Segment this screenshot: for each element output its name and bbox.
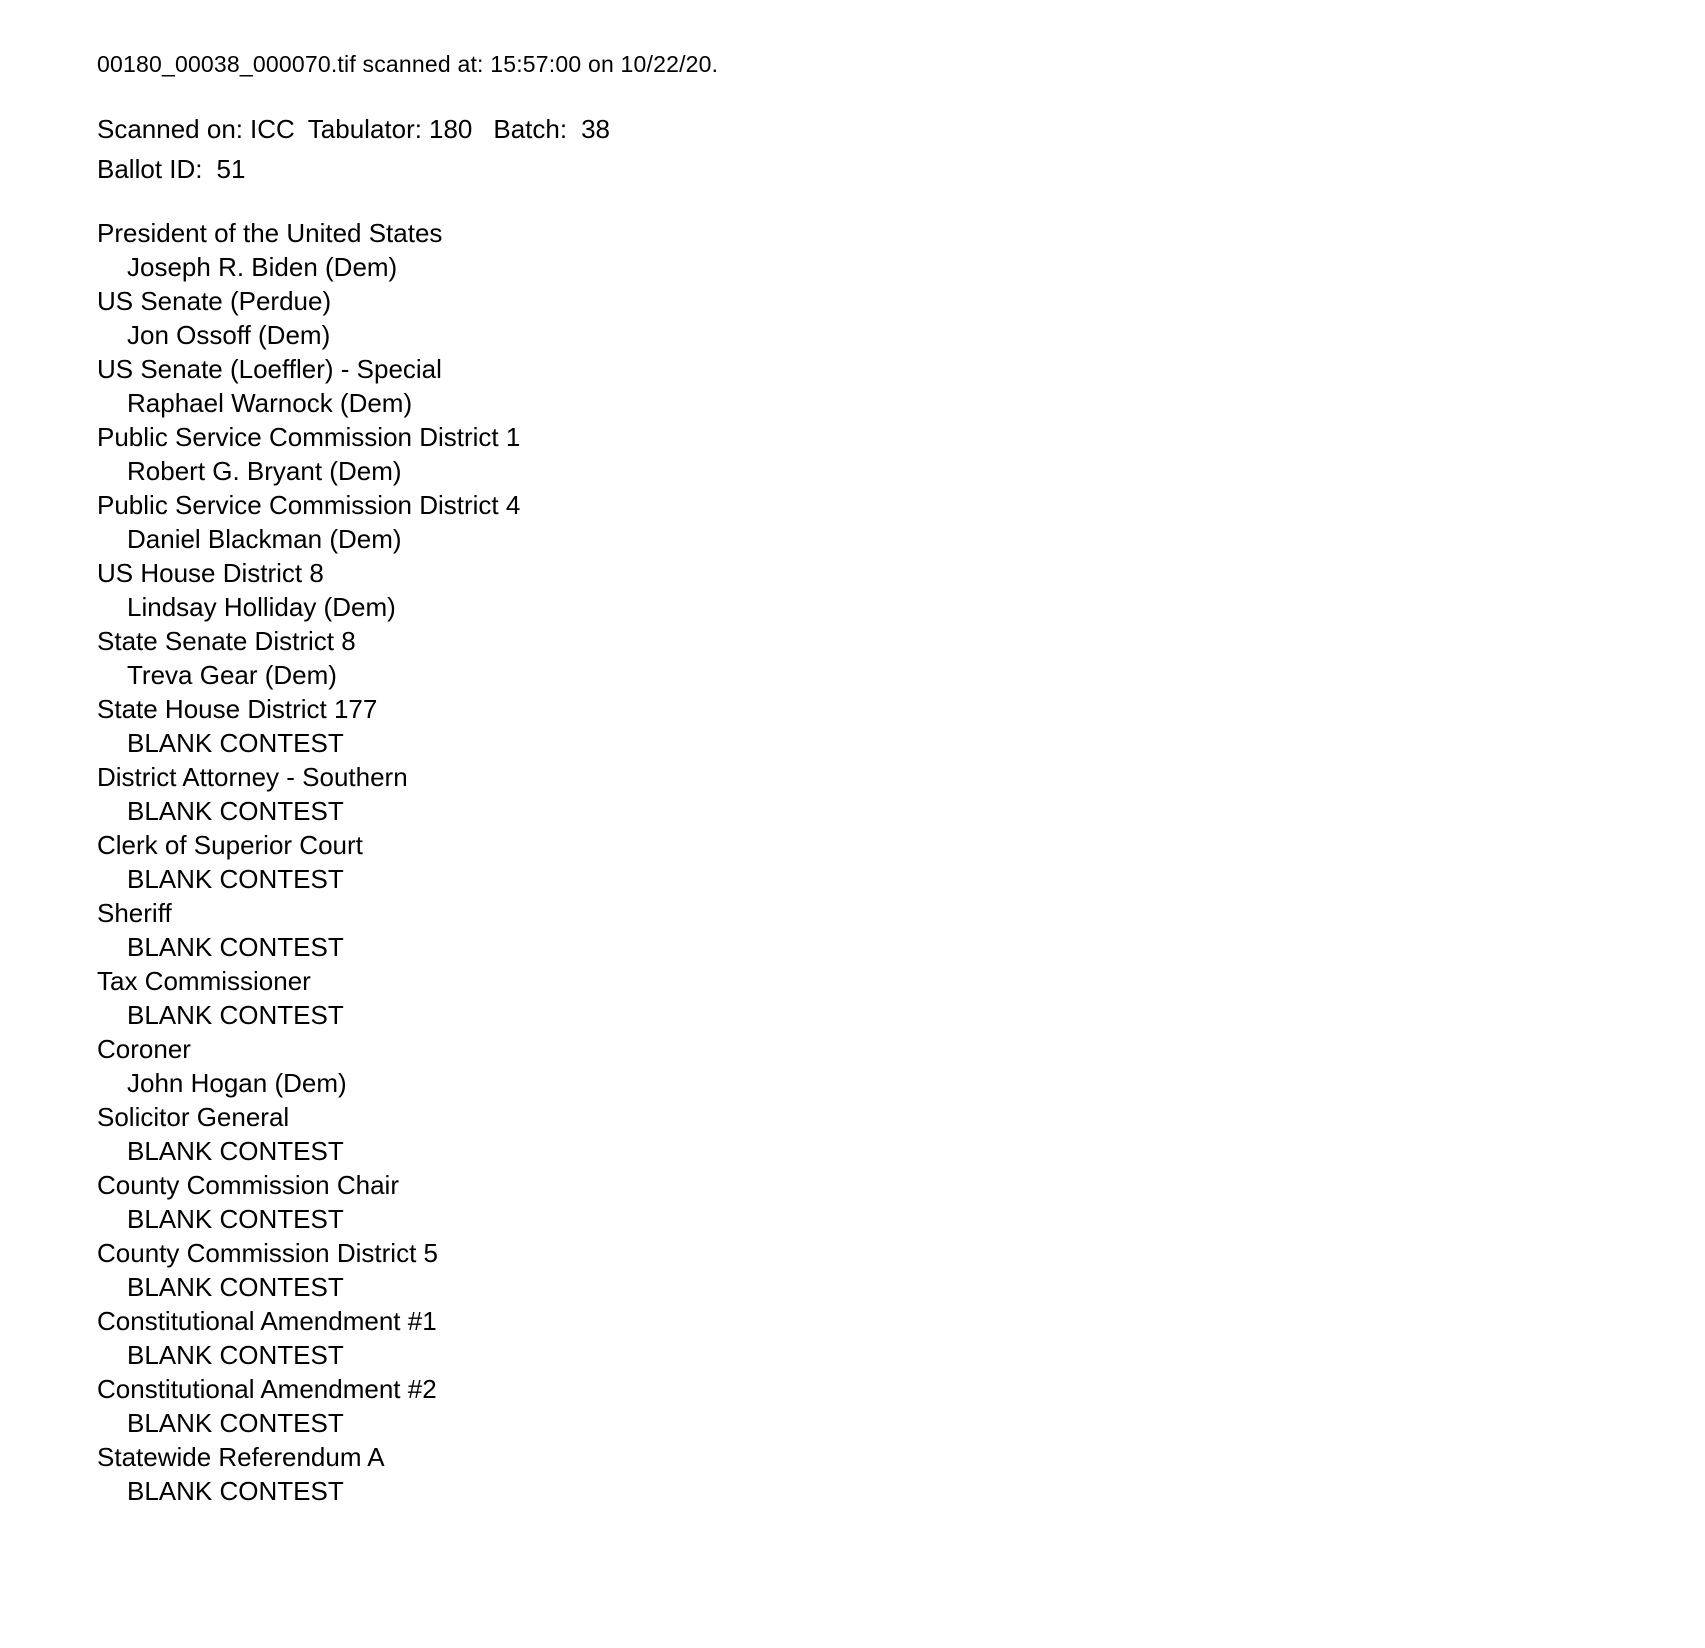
scanned-on-value: ICC xyxy=(250,114,295,144)
contest-item xyxy=(97,284,1645,352)
contest-item xyxy=(97,1168,1645,1236)
contest-name: US House District 8 xyxy=(97,558,324,588)
contest-selection: BLANK CONTEST xyxy=(127,864,344,894)
contest-name: Clerk of Superior Court xyxy=(97,830,363,860)
contest-name: Coroner xyxy=(97,1034,191,1064)
contest-selection: BLANK CONTEST xyxy=(127,1136,344,1166)
ballot-id-label: Ballot ID: xyxy=(97,154,203,184)
contest-name: State Senate District 8 xyxy=(97,626,356,656)
batch-label: Batch: xyxy=(493,114,568,144)
contest-name: US Senate (Loeffler) - Special xyxy=(97,354,442,384)
tabulator-value: 180 xyxy=(428,114,473,144)
contest-list xyxy=(97,216,1645,1508)
contest-item xyxy=(97,964,1645,1032)
contest-name: Constitutional Amendment #2 xyxy=(97,1374,437,1404)
contest-name: Statewide Referendum A xyxy=(97,1442,385,1472)
contest-item xyxy=(97,828,1645,896)
contest-selection: John Hogan (Dem) xyxy=(127,1068,347,1098)
contest-selection: BLANK CONTEST xyxy=(127,1000,344,1030)
contest-selection: BLANK CONTEST xyxy=(127,728,344,758)
contest-name: President of the United States xyxy=(97,218,443,248)
contest-selection: BLANK CONTEST xyxy=(127,1272,344,1302)
contest-name: State House District 177 xyxy=(97,694,378,724)
contest-selection: BLANK CONTEST xyxy=(127,932,344,962)
contest-item xyxy=(97,420,1645,488)
contest-item xyxy=(97,692,1645,760)
contest-selection: Robert G. Bryant (Dem) xyxy=(127,456,402,486)
contest-name: Sheriff xyxy=(97,898,172,928)
scanned-on-label: Scanned on: xyxy=(97,114,244,144)
ballot-id-value: 51 xyxy=(216,154,246,184)
contest-item xyxy=(97,352,1645,420)
contest-item xyxy=(97,1236,1645,1304)
contest-item xyxy=(97,896,1645,964)
batch-value: 38 xyxy=(581,114,611,144)
contest-name: County Commission District 5 xyxy=(97,1238,438,1268)
contest-selection: BLANK CONTEST xyxy=(127,1408,344,1438)
contest-selection: BLANK CONTEST xyxy=(127,1340,344,1370)
scan-filename-line: 00180_00038_000070.tif scanned at: 15:57:00 on 10/22/20. xyxy=(97,51,719,77)
contest-item xyxy=(97,1304,1645,1372)
contest-item xyxy=(97,216,1645,284)
contest-selection: BLANK CONTEST xyxy=(127,1476,344,1506)
contest-name: Solicitor General xyxy=(97,1102,290,1132)
contest-name: Public Service Commission District 1 xyxy=(97,422,521,452)
contest-selection: Lindsay Holliday (Dem) xyxy=(127,592,396,622)
contest-item xyxy=(97,1100,1645,1168)
contest-selection: Treva Gear (Dem) xyxy=(127,660,337,690)
contest-selection: BLANK CONTEST xyxy=(127,1204,344,1234)
contest-name: Tax Commissioner xyxy=(97,966,311,996)
contest-item xyxy=(97,488,1645,556)
contest-selection: Jon Ossoff (Dem) xyxy=(127,320,331,350)
contest-name: Constitutional Amendment #1 xyxy=(97,1306,437,1336)
contest-selection: Joseph R. Biden (Dem) xyxy=(127,252,398,282)
contest-item xyxy=(97,556,1645,624)
tabulator-label: Tabulator: xyxy=(307,114,422,144)
contest-selection: BLANK CONTEST xyxy=(127,796,344,826)
contest-item xyxy=(97,1032,1645,1100)
contest-name: Public Service Commission District 4 xyxy=(97,490,521,520)
contest-item xyxy=(97,1372,1645,1440)
scan-info-block xyxy=(97,109,1645,189)
contest-item xyxy=(97,624,1645,692)
contest-name: US Senate (Perdue) xyxy=(97,286,332,316)
contest-selection: Raphael Warnock (Dem) xyxy=(127,388,413,418)
contest-selection: Daniel Blackman (Dem) xyxy=(127,524,402,554)
contest-item xyxy=(97,760,1645,828)
scanner-info-row xyxy=(97,109,1645,149)
contest-item xyxy=(97,1440,1645,1508)
contest-name: County Commission Chair xyxy=(97,1170,399,1200)
contest-name: District Attorney - Southern xyxy=(97,762,408,792)
ballot-id-row xyxy=(97,149,1645,189)
